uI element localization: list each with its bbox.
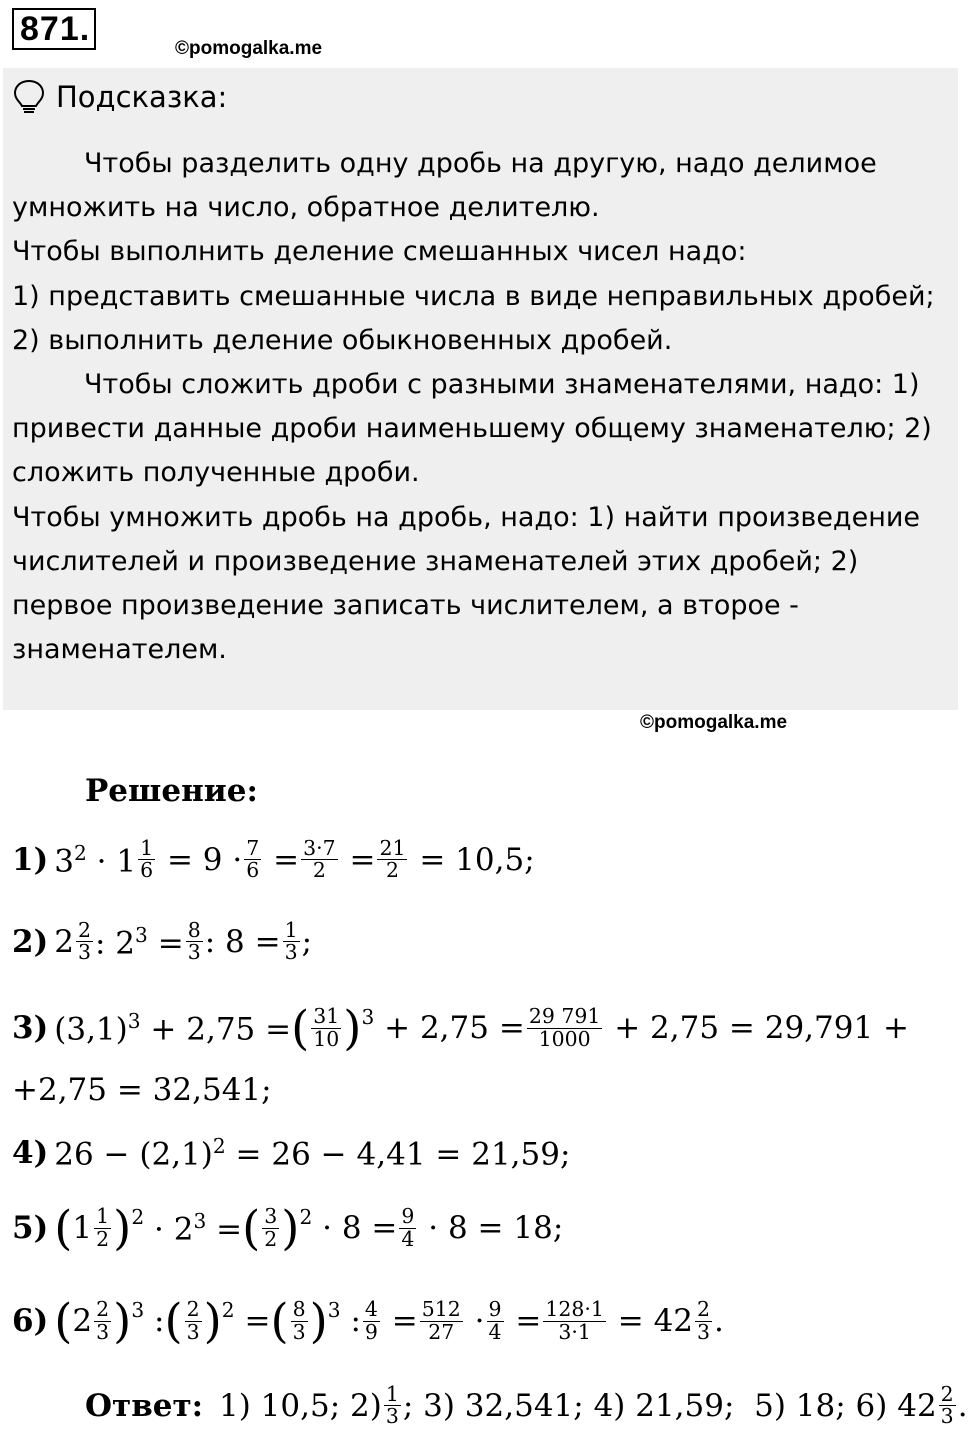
solution-line-3-cont: +2,75 = 32,541; [12, 1072, 272, 1108]
solution-line-5: 5) ( 1 $\frac{1}{2}$ ) $^2$ · $2^3$ = ( $\frac{3}{2}$ ) $^2$ · 8 = $\frac{9}{4}$ · 8 = 18; [12, 1201, 564, 1255]
hint-title: Подсказка: [56, 80, 228, 114]
item-label: 6) [12, 1303, 49, 1340]
solution-title: Решение: [85, 773, 258, 809]
item-label: 4) [12, 1135, 49, 1172]
task-number: 871. [12, 8, 96, 50]
solution-line-1: 1) $3^2 \cdot 1$ $\frac{1}{6}$ = 9 · $\frac{7}{6}$ = $\frac{3\cdot 7}{2}$ = $\frac{21}{2}$ = 10,5; [12, 836, 535, 883]
answer-line: Ответ: 1) 10,5; 2) $\frac{1}{3}$ ; 3) 32,541; 4) 21,59; 5) 18; 6) 42 $\frac{2}{3}$ . [85, 1382, 968, 1429]
item-label: 1) [12, 841, 49, 878]
item-label: 3) [12, 1010, 49, 1047]
solution-line-3: 3) $(3,1)^3 + 2,75$ = ( $\frac{31}{10}$ ) $^3$ + 2,75 = $\frac{29 791}{1000}$ + 2,75 = 29,791 + [12, 1001, 910, 1055]
watermark-top: ©pomogalka.me [175, 38, 323, 59]
watermark-middle: ©pomogalka.me [640, 712, 788, 733]
hint-text [12, 142, 942, 672]
lightbulb-icon [12, 78, 46, 116]
hint-header [12, 78, 227, 116]
hint-paragraph: Чтобы разделить одну дробь на другую, надо делимое умножить на число, обратное делителю. [12, 148, 877, 224]
hint-paragraph: 1) представить смешанные числа в виде неправильных дробей; 2) выполнить деление обыкновенных дробей. [12, 280, 935, 356]
hint-paragraph: Чтобы сложить дроби с разными знаменателями, надо: 1) привести данные дроби наименьшему общему знаменателю; 2) сложить полученные дроби. [12, 369, 932, 489]
item-label: 2) [12, 923, 49, 960]
hint-paragraph: Чтобы выполнить деление смешанных чисел надо: [12, 236, 747, 268]
solution-line-2: 2) 2 $\frac{2}{3}$ : $2^3$ = $\frac{8}{3}$ : 8 = $\frac{1}{3}$ ; [12, 918, 313, 965]
answer-label: Ответ: [85, 1387, 204, 1424]
solution-line-6: 6) ( 2 $\frac{2}{3}$ ) $^3$ : ( $\frac{2}{3}$ ) $^2$ = ( $\frac{8}{3}$ ) $^3$ : $\frac{4}{9}$ = $\frac{512}{27}$ · $\frac{9}{4}$ = $\frac{128\cdot 1}{3\cdot 1}$ = 42 $\frac{2}{3}$ . [12, 1294, 724, 1348]
item-label: 5) [12, 1210, 49, 1247]
solution-line-4: 4) $26 - (2,1)^2 = 26 - 4,41 = 21,59$; [12, 1134, 571, 1173]
hint-paragraph: Чтобы умножить дробь на дробь, надо: 1) найти произведение числителей и произведение знаменателей этих дробей; 2) первое произведение записать числителем, а второе - знаменателем. [12, 501, 921, 666]
